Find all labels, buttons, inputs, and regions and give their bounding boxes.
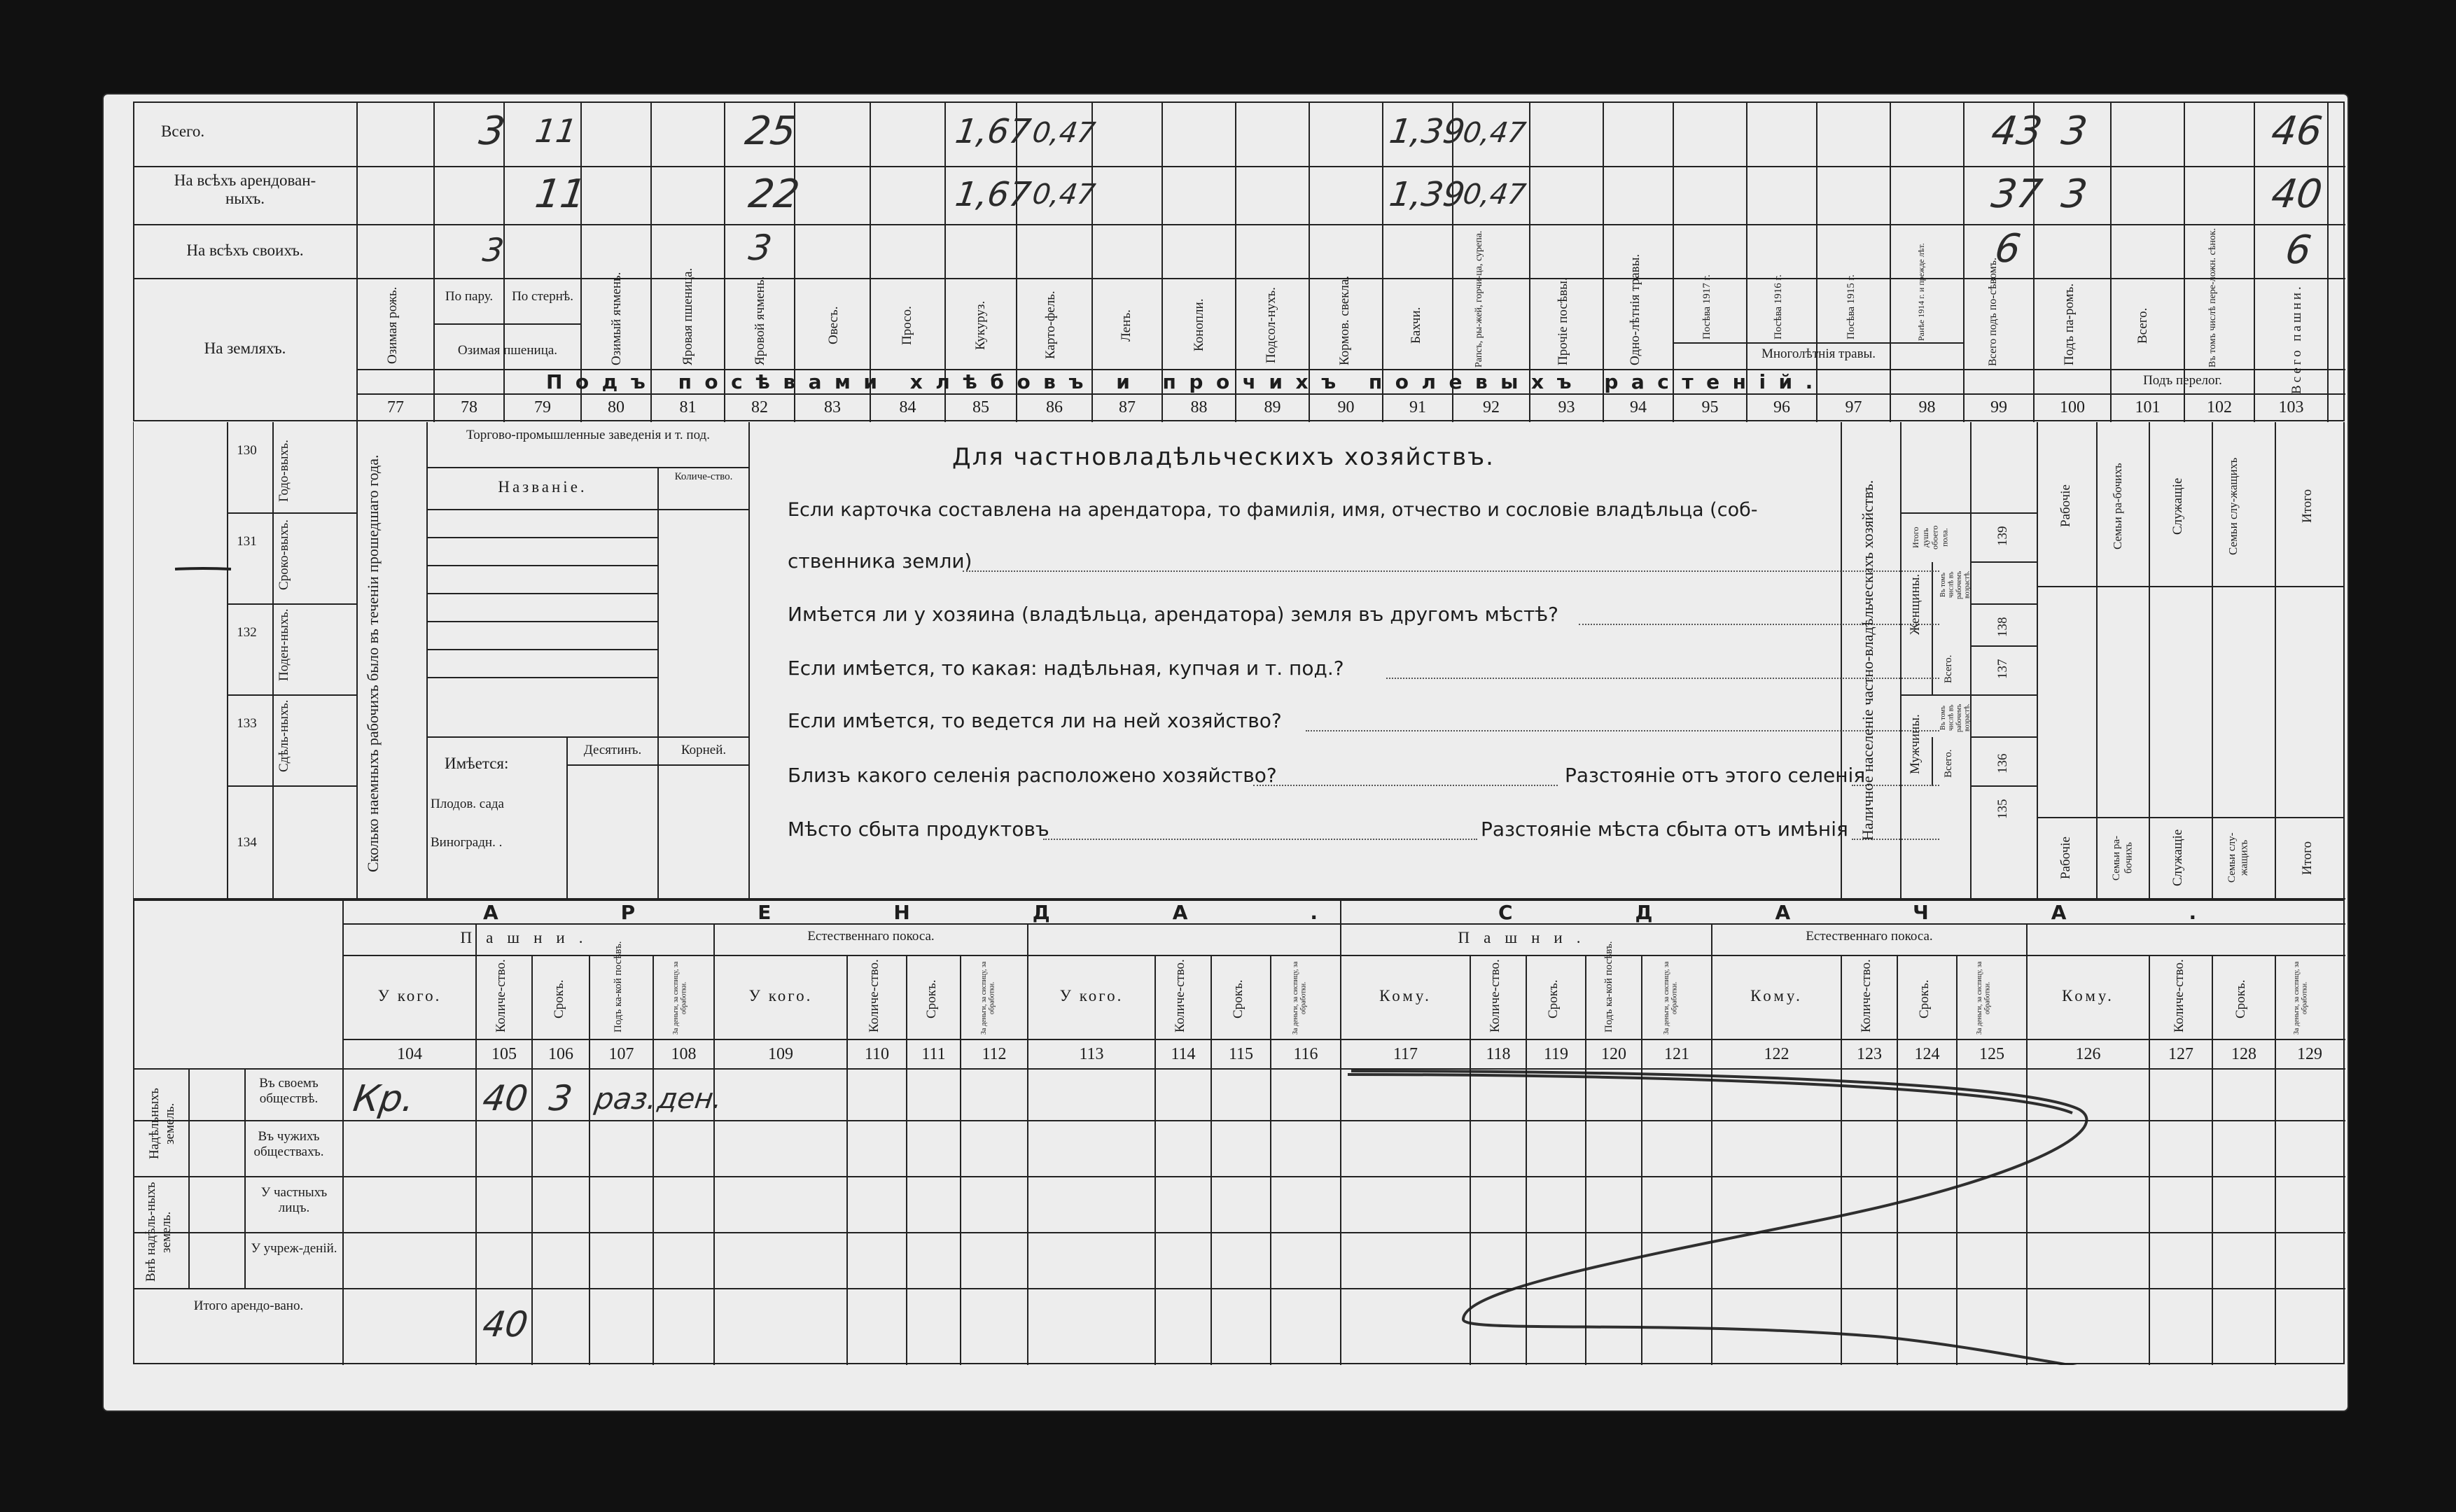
sdacha-pashni: Пашни. — [1458, 929, 1595, 946]
lease-num-114: 114 — [1171, 1045, 1196, 1063]
col-winter-wheat: Озимая пшеница. — [457, 343, 558, 358]
arenda-pashni: Пашни. — [460, 929, 597, 946]
row-total-rented: Итого арендо-вано. — [193, 1298, 304, 1313]
sdacha-to-whom-2: Кому. — [1750, 987, 1803, 1004]
sdacha-term-3: Срокъ. — [2233, 979, 2248, 1019]
col-num-102: 102 — [2207, 398, 2232, 416]
lease-num-115: 115 — [1228, 1045, 1254, 1063]
sown-area-table — [133, 102, 2345, 422]
lease-num-127: 127 — [2168, 1045, 2193, 1063]
worker-term: Сроко-выхъ. — [277, 519, 291, 590]
lease-num-117: 117 — [1393, 1045, 1418, 1063]
col-sunflower: Подсол-нухъ. — [1264, 287, 1278, 363]
col-winter-barley: Озимый ячмень. — [609, 272, 624, 365]
col-num-77: 77 — [387, 398, 404, 416]
col-num-86: 86 — [1046, 398, 1063, 416]
question-farming: Если имѣется, то ведется ли на ней хозяйство? — [788, 709, 1282, 732]
lease-num-125: 125 — [1979, 1045, 2004, 1063]
col-num-94: 94 — [1630, 398, 1647, 416]
col-num-101: 101 — [2135, 398, 2161, 416]
hw-lease-term: 3 — [546, 1078, 575, 1119]
hw-lease-from: Кр. — [350, 1078, 417, 1120]
arenda-from-whom-3: У кого. — [1059, 987, 1124, 1004]
pop-men-all: Всего. — [1943, 749, 1954, 778]
pop-worker-families: Семьи ра-бочихъ — [2111, 463, 2124, 550]
hw-lease-crop: раз. — [592, 1082, 660, 1116]
col-num-82: 82 — [751, 398, 768, 416]
lease-num-116: 116 — [1293, 1045, 1318, 1063]
row-other-communities: Въ чужихъ обществахъ. — [253, 1129, 324, 1159]
col-num-96: 96 — [1773, 398, 1790, 416]
col-millet: Просо. — [900, 306, 914, 345]
row-label-on-lands: На земляхъ. — [204, 340, 286, 357]
pop-total: Итого душъ обоего пола. — [1911, 525, 1950, 550]
col-potato: Карто-фель. — [1043, 290, 1058, 360]
worker-num-134: 134 — [237, 835, 257, 850]
trade-title: Торгово-промышленные заведенія и т. под. — [466, 428, 710, 442]
question-other-land: Имѣется ли у хозяина (владѣльца, арендатора) земля въ другомъ мѣстѣ? — [788, 603, 1558, 626]
col-hemp: Конопли. — [1192, 298, 1206, 352]
arenda-term-3: Срокъ. — [1231, 979, 1246, 1019]
col-perennial-grass: Многолѣтнія травы. — [1761, 346, 1876, 361]
garden-vineyard: Виноградн. . — [431, 835, 503, 850]
lease-num-105: 105 — [491, 1045, 517, 1063]
lease-num-129: 129 — [2297, 1045, 2322, 1063]
hw-total-85: 1,67 — [953, 112, 1033, 151]
lease-num-109: 109 — [768, 1045, 793, 1063]
pop-women-incl: Въ томъ числѣ въ рабочемъ возрастѣ. — [1939, 570, 1972, 599]
col-stubble: По стернѣ. — [512, 289, 573, 304]
col-fallow-hay: Въ томъ числѣ пере-ложн. сѣнок. — [2207, 227, 2218, 368]
col-num-90: 90 — [1337, 398, 1355, 416]
hw-total-86: 0,47 — [1030, 117, 1098, 149]
pop-total-right: Итого — [2300, 489, 2315, 524]
question-village: Близъ какого селенія расположено хозяйство? — [788, 764, 1277, 787]
question-village-distance: Разстояніе отъ этого селенія — [1565, 764, 1866, 787]
pop-num-139: 139 — [1995, 526, 2010, 546]
col-num-88: 88 — [1190, 398, 1208, 416]
lease-num-122: 122 — [1764, 1045, 1789, 1063]
lease-num-120: 120 — [1601, 1045, 1626, 1063]
garden-orchard: Плодов. сада — [431, 797, 504, 811]
answer-line-other-land[interactable] — [1579, 624, 1939, 625]
hw-total-92: 0,47 — [1460, 117, 1528, 149]
sdacha-to-whom-1: Кому. — [1379, 987, 1432, 1004]
pop-women-all: Всего. — [1943, 654, 1954, 683]
hw-total-91: 1,39 — [1387, 112, 1467, 151]
lease-num-124: 124 — [1914, 1045, 1940, 1063]
sdacha-crop-1: Подъ ка-кой посѣвъ. — [1603, 941, 1614, 1032]
col-other-crops: Прочіе посѣвы. — [1556, 277, 1570, 365]
arenda-qty-2: Количе-ство. — [867, 959, 881, 1032]
row-group-non-allotment: Внѣ надѣль-ныхъ земель. — [144, 1182, 174, 1282]
arenda-from-whom-2: У кого. — [748, 987, 813, 1004]
arenda-qty-1: Количе-ство. — [494, 959, 508, 1032]
col-sown-1915: Посѣва 1915 г. — [1846, 274, 1857, 340]
col-fodder-beet: Кормов. свекла. — [1337, 275, 1352, 365]
row-label-rented: На всѣхъ арендован- ныхъ. — [174, 172, 316, 208]
question-owner-cont: ственника земли) — [788, 550, 972, 573]
arenda-pokos: Естественнаго покоса. — [807, 929, 935, 944]
sdacha-pokos: Естественнаго покоса. — [1806, 929, 1933, 944]
worker-yearly: Годо-выхъ. — [277, 440, 291, 503]
col-corn: Кукуруз. — [973, 300, 988, 350]
pop-num-135: 135 — [1995, 799, 2010, 819]
question-land-type: Если имѣется, то какая: надѣльная, купчая и т. под.? — [788, 657, 1344, 680]
hw-rented-82: 22 — [746, 172, 802, 217]
trade-name-header: Названіе. — [498, 478, 587, 496]
hw-lease-total: 40 — [480, 1304, 531, 1345]
arenda-pay-3: За деньги, за сиспицу, за обработки. — [1292, 961, 1308, 1035]
col-num-93: 93 — [1558, 398, 1575, 416]
sdacha-qty-3: Количе-ство. — [2172, 959, 2186, 1032]
pop-employees-bottom: Служащіе — [2170, 829, 2185, 887]
arenda-title — [483, 901, 1440, 925]
arenda-title-text: АРЕНДА. — [483, 901, 1440, 924]
band-crops — [546, 370, 1960, 394]
hw-rented-92: 0,47 — [1460, 178, 1528, 211]
row-institutions: У учреж-деній. — [251, 1241, 337, 1256]
col-num-80: 80 — [608, 398, 625, 416]
hw-rented-86: 0,47 — [1030, 178, 1098, 211]
lease-num-123: 123 — [1857, 1045, 1882, 1063]
row-group-allotment: Надѣльныхъ земель. — [147, 1088, 177, 1159]
hw-total-78: 3 — [476, 108, 508, 154]
col-winter-rye: Озимая рожь. — [385, 286, 400, 364]
col-flax: Ленъ. — [1119, 309, 1133, 342]
worker-num-131: 131 — [237, 534, 257, 549]
pop-employees: Служащіе — [2170, 477, 2185, 535]
lease-num-106: 106 — [548, 1045, 573, 1063]
lease-num-126: 126 — [2075, 1045, 2101, 1063]
col-total-arable: Всего пашни. — [2289, 284, 2304, 394]
pop-women: Женщины. — [1908, 573, 1923, 635]
hw-own-103: 6 — [2282, 227, 2315, 273]
arenda-pay-1: За деньги, за сиспицу, за обработки. — [672, 961, 688, 1035]
col-spring-barley: Яровой ячмень. — [753, 276, 767, 365]
hw-total-79: 11 — [533, 112, 580, 150]
col-num-97: 97 — [1845, 398, 1862, 416]
lease-num-111: 111 — [921, 1045, 946, 1063]
answer-line-market[interactable] — [1043, 839, 1477, 840]
lease-num-110: 110 — [864, 1045, 890, 1063]
population-label: Наличное населеніе частно-владѣльческихъ хозяйствъ. — [1859, 479, 1876, 841]
sdacha-to-whom-3: Кому. — [2062, 987, 2114, 1004]
col-num-99: 99 — [1990, 398, 2007, 416]
sdacha-term-1: Срокъ. — [1546, 979, 1561, 1019]
lease-num-112: 112 — [982, 1045, 1007, 1063]
sdacha-qty-1: Количе-ство. — [1488, 959, 1502, 1032]
col-sown-1917: Посѣва 1917 г. — [1701, 274, 1712, 340]
col-num-89: 89 — [1264, 398, 1281, 416]
answer-line-farming[interactable] — [1306, 730, 1939, 732]
sdacha-pay-3: За деньги, за сиспицу, за обработки. — [2293, 961, 2309, 1035]
garden-has: Имѣется: — [445, 755, 509, 772]
lease-num-113: 113 — [1079, 1045, 1104, 1063]
col-num-83: 83 — [824, 398, 841, 416]
lease-table — [133, 899, 2345, 1365]
arenda-from-whom-1: У кого. — [377, 987, 442, 1004]
col-annual-grass: Одно-лѣтнія травы. — [1628, 253, 1642, 365]
answer-line-land-type[interactable] — [1386, 678, 1939, 679]
hw-rented-79: 11 — [532, 172, 589, 217]
hw-rented-91: 1,39 — [1387, 175, 1467, 214]
lease-num-118: 118 — [1486, 1045, 1511, 1063]
lease-num-121: 121 — [1664, 1045, 1689, 1063]
hw-lease-qty: 40 — [480, 1078, 531, 1119]
col-num-98: 98 — [1918, 398, 1936, 416]
sdacha-qty-2: Количе-ство. — [1859, 959, 1874, 1032]
col-num-95: 95 — [1701, 398, 1719, 416]
pop-employee-families: Семьи слу-жащихъ — [2226, 457, 2240, 555]
col-rapeseed: Рапсъ, ры-жей, горчи-ца, сурепа. — [1474, 230, 1484, 368]
col-num-91: 91 — [1409, 398, 1426, 416]
col-num-79: 79 — [534, 398, 551, 416]
lease-num-119: 119 — [1543, 1045, 1569, 1063]
trade-qty-header: Количе-ство. — [674, 471, 733, 482]
sdacha-term-2: Срокъ. — [1917, 979, 1932, 1019]
hw-rented-103: 40 — [2268, 172, 2325, 217]
worker-daily: Поден-ныхъ. — [277, 608, 291, 681]
sdacha-pay-1: За деньги, за сиспицу, за обработки. — [1663, 961, 1679, 1035]
garden-desyat: Десятинъ. — [583, 743, 642, 757]
lease-num-108: 108 — [671, 1045, 697, 1063]
answer-line-village[interactable] — [1253, 785, 1558, 786]
pop-num-136: 136 — [1995, 753, 2010, 774]
col-fallow-total: Всего. — [2135, 307, 2150, 344]
col-spring-wheat: Яровая пшеница. — [681, 267, 695, 365]
row-label-own: На всѣхъ своихъ. — [186, 241, 304, 259]
worker-piece: Сдѣль-ныхъ. — [277, 699, 291, 772]
col-num-84: 84 — [899, 398, 916, 416]
col-melons: Бахчи. — [1409, 307, 1423, 344]
sdacha-title — [1498, 901, 2338, 925]
hw-total-100: 3 — [2058, 108, 2091, 154]
pop-men-incl: Въ томъ числѣ въ рабочемъ возрастѣ. — [1939, 704, 1972, 732]
question-market: Мѣсто сбыта продуктовъ — [788, 818, 1049, 841]
pop-total-right-bottom: Итого — [2300, 841, 2315, 875]
worker-num-133: 133 — [237, 716, 257, 731]
col-sown-1916: Посѣва 1916 г. — [1773, 274, 1784, 340]
arenda-term-2: Срокъ. — [924, 979, 939, 1019]
middle-section — [133, 422, 2345, 899]
hw-total-99: 43 — [1988, 108, 2045, 154]
pop-worker-families-bottom: Семьи ра-бочихъ — [2111, 835, 2135, 881]
col-under-perelog: Подъ перелог. — [2143, 373, 2222, 388]
arenda-crop-1: Подъ ка-кой посѣвъ. — [613, 941, 624, 1032]
col-num-78: 78 — [461, 398, 477, 416]
col-num-103: 103 — [2278, 398, 2304, 416]
pop-workers-bottom: Рабочіе — [2058, 836, 2073, 879]
pop-workers: Рабочіе — [2058, 484, 2073, 528]
col-oats: Овесъ. — [826, 306, 841, 345]
hw-rented-85: 1,67 — [953, 175, 1033, 214]
col-num-100: 100 — [2060, 398, 2085, 416]
answer-line-owner[interactable] — [963, 570, 1939, 572]
hw-own-99: 6 — [1992, 226, 2024, 272]
col-fallow: По пару. — [445, 289, 494, 304]
pop-num-137: 137 — [1995, 659, 2010, 679]
col-num-87: 87 — [1119, 398, 1136, 416]
row-own-community: Въ своемъ обществѣ. — [259, 1076, 319, 1106]
hw-rented-99: 37 — [1988, 172, 2045, 217]
private-farm-title: Для частновладѣльческихъ хозяйствъ. — [952, 443, 1495, 471]
lease-num-107: 107 — [608, 1045, 634, 1063]
hw-total-82: 25 — [742, 108, 799, 154]
row-label-total: Всего. — [161, 122, 205, 140]
col-sown-before-1914: Ранѣе 1914 г. и прежде лѣт. — [1916, 243, 1926, 341]
pop-employee-families-bottom: Семьи слу-жащихъ — [2226, 832, 2250, 883]
hired-workers-label: Сколько наемныхъ рабочихъ было въ теченіи прошедшаго года. — [364, 454, 382, 873]
question-market-distance: Разстояніе мѣста сбыта отъ имѣнія — [1481, 818, 1848, 841]
arenda-qty-3: Количе-ство. — [1173, 959, 1187, 1032]
band-crops-text: Подъ посѣвами хлѣбовъ и прочихъ полевыхъ растеній. — [546, 370, 1826, 393]
sdacha-title-text: СДАЧА. — [1498, 901, 2319, 924]
arenda-term-1: Срокъ. — [552, 979, 566, 1019]
hw-lease-pay: ден. — [655, 1083, 725, 1115]
hw-own-82: 3 — [746, 227, 774, 268]
worker-num-130: 130 — [237, 443, 257, 458]
col-num-85: 85 — [972, 398, 989, 416]
lease-num-104: 104 — [397, 1045, 422, 1063]
col-num-92: 92 — [1483, 398, 1500, 416]
row-private-persons: У частныхъ лицъ. — [260, 1185, 328, 1215]
lease-num-128: 128 — [2231, 1045, 2256, 1063]
pop-num-138: 138 — [1995, 617, 2010, 637]
worker-num-132: 132 — [237, 625, 257, 640]
sdacha-pay-2: За деньги, за сиспицу, за обработки. — [1976, 961, 1992, 1035]
garden-korn: Корней. — [681, 743, 727, 757]
arenda-pay-2: За деньги, за сиспицу, за обработки. — [980, 961, 996, 1035]
lease-grid — [133, 899, 2345, 1365]
col-under-fallow: Подъ па-ромъ. — [2062, 283, 2077, 365]
col-total-sown: Всего подъ по-сѣвомъ. — [1987, 258, 1999, 366]
col-num-81: 81 — [679, 398, 697, 416]
hw-rented-100: 3 — [2058, 172, 2091, 217]
hw-total-103: 46 — [2268, 108, 2325, 154]
question-owner: Если карточка составлена на арендатора, то фамилія, имя, отчество и сословіе владѣльца (соб- — [788, 499, 1758, 521]
pop-men: Мужчины. — [1908, 714, 1923, 774]
hw-own-78: 3 — [480, 231, 507, 269]
